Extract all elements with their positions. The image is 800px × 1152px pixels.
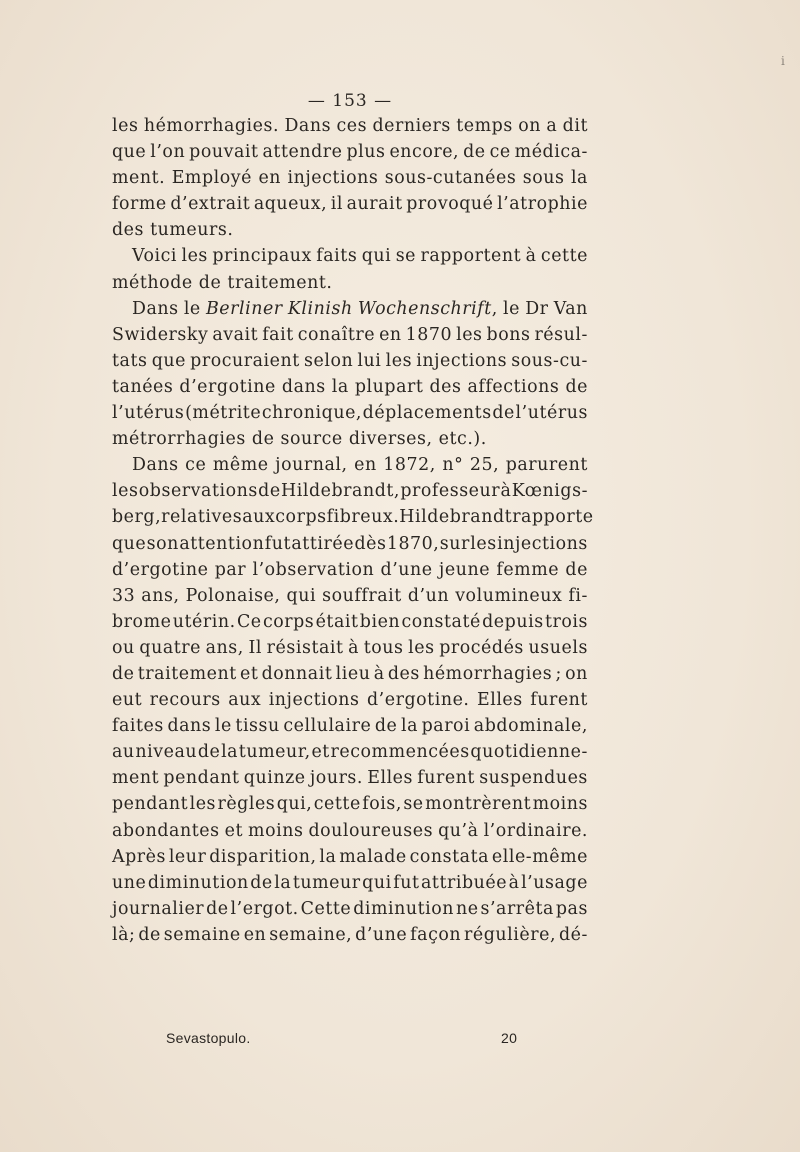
text-line: Après leur disparition, la malade constata elle-même (112, 846, 588, 867)
text-line: des tumeurs. (112, 220, 234, 241)
text-line: les observations de Hildebrandt, professeur à Kœnigs- (112, 481, 588, 502)
text-line: métrorrhagies de source diverses, etc.). (112, 429, 487, 450)
text-line: ment. Employé en injections sous-cutanées sous la (112, 168, 588, 189)
body-text (112, 113, 594, 948)
text-line: les hémorrhagies. Dans ces derniers temps on a dit (112, 116, 588, 136)
text-line: berg, relatives aux corps fibreux. Hildebrandt rapporte (112, 507, 594, 528)
text-line: d’ergotine par l’observation d’une jeune femme de (112, 559, 588, 580)
text-line: eut recours aux injections d’ergotine. Elles furent (112, 690, 588, 711)
text-line: de traitement et donnait lieu à des hémorrhagies ; on (112, 663, 588, 684)
text-line: faites dans le tissu cellulaire de la paroi abdominale, (112, 716, 588, 737)
page-number: — 153 — (307, 91, 393, 111)
text-line: abondantes et moins douloureuses qu’à l’ordinaire. (112, 820, 588, 841)
text-line: là; de semaine en semaine, d’une façon régulière, dé- (112, 924, 588, 945)
text-line: pendant les règles qui, cette fois, se montrèrent moins (112, 794, 588, 815)
text-line: une diminution de la tumeur qui fut attribuée à l’usage (112, 872, 588, 893)
text-line: que son attention fut attirée dès 1870, sur les injections (112, 533, 588, 554)
text-line: tats que procuraient selon lui les injections sous-cu- (112, 350, 588, 371)
text-line: au niveau de la tumeur, et recommencées quotidienne- (112, 742, 588, 763)
text-line: ment pendant quinze jours. Elles furent suspendues (112, 768, 588, 789)
text-line: journalier de l’ergot. Cette diminution ne s’arrêta pas (112, 898, 588, 919)
text-line: tanées d’ergotine dans la plupart des affections de (112, 376, 588, 397)
footer-signature-mark: 20 (501, 1030, 518, 1046)
text-line: ou quatre ans, Il résistait à tous les procédés usuels (112, 637, 588, 658)
text-line: brome utérin. Ce corps était bien constaté depuis trois (112, 611, 588, 632)
text-line: l’utérus (métrite chronique, déplacements de l’utérus (112, 403, 588, 424)
margin-mark: i (781, 54, 785, 68)
text-line: Dans le Berliner Klinish Wochenschrift, le Dr Van (132, 298, 588, 319)
text-line: Voici les principaux faits qui se rapportent à cette (132, 246, 588, 267)
text-line: méthode de traitement. (112, 272, 333, 293)
text-line: Swidersky avait fait conaître en 1870 les bons résul- (112, 324, 588, 345)
footer-author: Sevastopulo. (166, 1030, 251, 1046)
text-line: Dans ce même journal, en 1872, n° 25, parurent (132, 455, 588, 476)
text-line: forme d’extrait aqueux, il aurait provoqué l’atrophie (112, 194, 588, 215)
text-line: 33 ans, Polonaise, qui souffrait d’un volumineux fi- (112, 585, 588, 606)
text-line: que l’on pouvait attendre plus encore, de ce médica- (112, 142, 588, 163)
